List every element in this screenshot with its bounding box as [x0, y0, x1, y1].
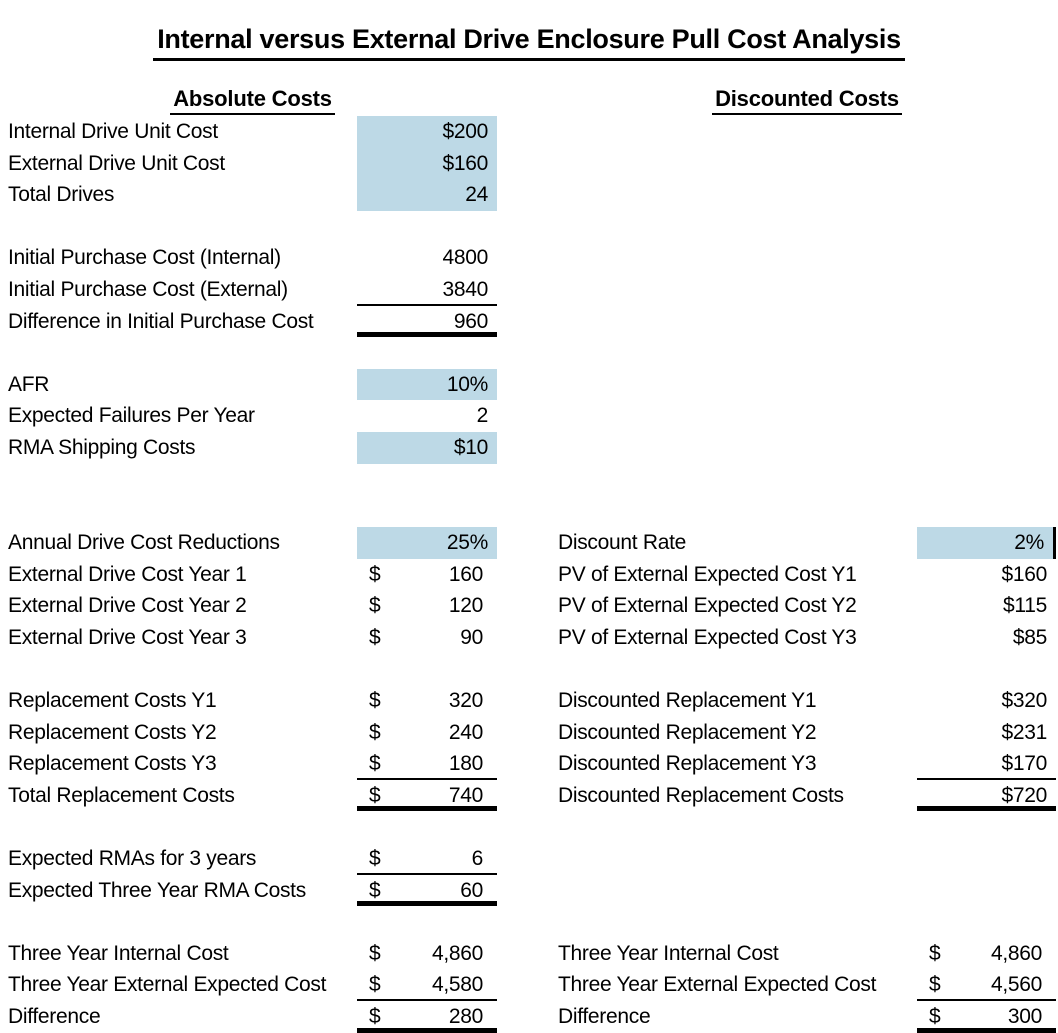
row-label: Three Year Internal Cost: [8, 941, 229, 965]
value-cell: $160: [1001, 562, 1047, 586]
row-label: [558, 432, 917, 464]
row-label: External Drive Cost Year 3: [8, 625, 247, 649]
row-label: [558, 242, 917, 274]
value-cell: [917, 811, 1056, 843]
value-cell: [357, 622, 497, 654]
table-row: [558, 906, 1056, 938]
title-row: [0, 24, 1058, 61]
value-cell: [917, 400, 1056, 432]
table-row: [558, 432, 1056, 464]
table-row: [558, 148, 1056, 180]
row-label: [558, 179, 917, 211]
table-row: [558, 495, 1056, 527]
value-cell: [357, 559, 497, 591]
value-cell: [917, 969, 1056, 1001]
row-label: [558, 400, 917, 432]
discounted-costs-header-row: [558, 86, 1056, 115]
amount: 6: [471, 847, 483, 871]
row-label: Three Year External Expected Cost: [558, 973, 877, 997]
input-cell[interactable]: 2%: [917, 527, 1056, 559]
discounted-costs-table: [558, 116, 1056, 1033]
input-cell[interactable]: $200: [357, 116, 497, 148]
row-label: AFR: [8, 372, 50, 396]
table-row: [8, 622, 497, 654]
input-cell[interactable]: 10%: [357, 369, 497, 401]
table-row: [8, 369, 497, 401]
currency-symbol: $: [369, 1005, 381, 1029]
table-row: [558, 875, 1056, 907]
table-row: [8, 337, 497, 369]
value-cell: $85: [1012, 625, 1047, 649]
input-cell[interactable]: $10: [357, 432, 497, 464]
table-row: [558, 527, 1056, 559]
row-label: [558, 653, 917, 685]
table-row: [8, 527, 497, 559]
table-row: [8, 748, 497, 780]
table-row: [8, 211, 497, 243]
currency-symbol: $: [369, 941, 381, 965]
currency-symbol: $: [369, 594, 381, 618]
value-cell: [357, 337, 497, 369]
row-label: [8, 653, 357, 685]
value-cell: [917, 306, 1056, 338]
amount: 160: [448, 562, 483, 586]
row-label: Discounted Replacement Costs: [558, 783, 844, 807]
row-label: [558, 369, 917, 401]
currency-symbol: $: [369, 973, 381, 997]
row-label: Expected Failures Per Year: [8, 404, 255, 428]
value-cell: [917, 843, 1056, 875]
row-label: [8, 811, 357, 843]
value-cell: [357, 685, 497, 717]
table-row: [558, 938, 1056, 970]
value-cell: [357, 653, 497, 685]
table-row: [8, 717, 497, 749]
value-cell: [917, 148, 1056, 180]
row-label: PV of External Expected Cost Y2: [558, 594, 857, 618]
table-row: [558, 179, 1056, 211]
currency-symbol: $: [369, 878, 381, 902]
amount: 280: [448, 1005, 483, 1029]
table-row: [558, 337, 1056, 369]
table-row: [8, 274, 497, 306]
row-label: [558, 211, 917, 243]
value-cell: [917, 242, 1056, 274]
table-row: [558, 369, 1056, 401]
value-cell: [357, 969, 497, 1001]
table-row: [8, 590, 497, 622]
value-cell: [357, 811, 497, 843]
absolute-costs-header: Absolute Costs: [170, 86, 335, 115]
row-label: Replacement Costs Y1: [8, 688, 217, 712]
value-cell: [357, 495, 497, 527]
amount: 320: [448, 688, 483, 712]
value-cell: $170: [917, 748, 1056, 780]
value-cell: [917, 432, 1056, 464]
value-cell: [917, 906, 1056, 938]
table-row: [8, 495, 497, 527]
row-label: Discounted Replacement Y1: [558, 688, 817, 712]
table-row: [8, 843, 497, 875]
currency-symbol: $: [369, 783, 381, 807]
row-label: [558, 875, 917, 907]
currency-symbol: $: [929, 1005, 941, 1029]
row-label: Discounted Replacement Y2: [558, 720, 817, 744]
currency-symbol: $: [369, 847, 381, 871]
value-cell: [917, 653, 1056, 685]
table-row: [558, 116, 1056, 148]
row-label: [558, 274, 917, 306]
currency-symbol: $: [929, 941, 941, 965]
row-label: Total Drives: [8, 183, 115, 207]
table-row: [558, 717, 1056, 749]
discounted-costs-header: Discounted Costs: [712, 86, 902, 115]
row-label: Initial Purchase Cost (External): [8, 278, 288, 302]
value-cell: [917, 495, 1056, 527]
table-row: [8, 464, 497, 496]
row-label: External Drive Cost Year 1: [8, 562, 247, 586]
absolute-costs-table: [8, 116, 497, 1033]
table-row: [8, 242, 497, 274]
table-row: [558, 1001, 1056, 1033]
value-cell: [357, 590, 497, 622]
row-label: [558, 843, 917, 875]
row-label: Annual Drive Cost Reductions: [8, 530, 280, 554]
row-label: PV of External Expected Cost Y3: [558, 625, 857, 649]
value-cell: [357, 843, 497, 875]
value-cell: [917, 337, 1056, 369]
amount: 4,580: [431, 973, 483, 997]
row-label: [558, 337, 917, 369]
currency-symbol: $: [369, 562, 381, 586]
table-row: [8, 559, 497, 591]
row-label: Three Year Internal Cost: [558, 941, 779, 965]
value-cell: 960: [357, 306, 497, 338]
row-label: [8, 211, 357, 243]
currency-symbol: $: [369, 688, 381, 712]
value-cell: [357, 748, 497, 780]
value-cell: [357, 464, 497, 496]
row-label: Internal Drive Unit Cost: [8, 120, 218, 143]
row-label: Discount Rate: [558, 530, 686, 554]
row-label: Replacement Costs Y2: [8, 720, 217, 744]
row-label: RMA Shipping Costs: [8, 436, 196, 460]
table-row: [8, 1001, 497, 1033]
table-row: [8, 906, 497, 938]
value-cell: [357, 875, 497, 907]
row-label: Discounted Replacement Y3: [558, 752, 817, 776]
value-cell: [357, 1001, 497, 1033]
table-row: [8, 969, 497, 1001]
amount: 90: [460, 625, 483, 649]
row-label: External Drive Cost Year 2: [8, 594, 247, 618]
absolute-costs-header-row: [8, 86, 497, 115]
value-cell: [357, 717, 497, 749]
row-label: Difference: [8, 1005, 101, 1029]
value-cell: [917, 1001, 1056, 1033]
row-label: [558, 116, 917, 148]
amount: 4,860: [990, 941, 1042, 965]
value-cell: 2: [476, 404, 488, 428]
amount: 4,560: [990, 973, 1042, 997]
table-row: [558, 211, 1056, 243]
row-label: Difference in Initial Purchase Cost: [8, 309, 314, 333]
currency-symbol: $: [369, 625, 381, 649]
row-label: [8, 337, 357, 369]
value-cell: $115: [1003, 594, 1047, 618]
table-row: [8, 400, 497, 432]
table-row: [558, 464, 1056, 496]
table-row: [558, 622, 1056, 654]
row-label: Three Year External Expected Cost: [8, 973, 327, 997]
table-row: [8, 653, 497, 685]
value-cell: [917, 211, 1056, 243]
table-row: [8, 116, 497, 148]
table-row: [8, 432, 497, 464]
row-label: Expected RMAs for 3 years: [8, 847, 257, 871]
table-row: [8, 811, 497, 843]
currency-symbol: $: [929, 973, 941, 997]
value-cell: [917, 274, 1056, 306]
value-cell: [357, 780, 497, 812]
table-row: [558, 843, 1056, 875]
amount: 120: [448, 594, 483, 618]
row-label: External Drive Unit Cost: [8, 151, 225, 175]
row-label: [558, 906, 917, 938]
value-cell: [357, 211, 497, 243]
table-row: [558, 685, 1056, 717]
amount: 740: [448, 783, 483, 807]
table-row: [558, 242, 1056, 274]
table-row: [8, 685, 497, 717]
row-label: Total Replacement Costs: [8, 783, 235, 807]
row-label: [8, 464, 357, 496]
table-row: [8, 938, 497, 970]
value-cell: [917, 875, 1056, 907]
value-cell: [357, 906, 497, 938]
amount: 300: [1007, 1005, 1042, 1029]
value-cell: [917, 938, 1056, 970]
table-row: [8, 148, 497, 180]
table-row: [558, 780, 1056, 812]
table-row: [558, 559, 1056, 591]
row-label: [8, 906, 357, 938]
currency-symbol: $: [369, 720, 381, 744]
row-label: [8, 495, 357, 527]
amount: 4,860: [431, 941, 483, 965]
row-label: Initial Purchase Cost (Internal): [8, 246, 281, 270]
input-cell[interactable]: 24: [357, 179, 497, 211]
table-row: [8, 306, 497, 338]
table-row: [558, 590, 1056, 622]
table-row: [558, 969, 1056, 1001]
currency-symbol: $: [369, 752, 381, 776]
value-cell: [357, 938, 497, 970]
page-title: Internal versus External Drive Enclosure Pull Cost Analysis: [153, 24, 905, 61]
table-row: [558, 400, 1056, 432]
table-row: [8, 179, 497, 211]
table-row: [558, 811, 1056, 843]
row-label: [558, 811, 917, 843]
value-cell: $320: [1001, 688, 1047, 712]
row-label: [558, 148, 917, 180]
value-cell: [917, 116, 1056, 148]
input-cell[interactable]: $160: [357, 148, 497, 180]
value-cell: 3840: [357, 274, 497, 306]
value-cell: $720: [917, 780, 1056, 812]
input-cell[interactable]: 25%: [357, 527, 497, 559]
row-label: [558, 306, 917, 338]
table-row: [8, 780, 497, 812]
value-cell: $231: [1001, 720, 1047, 744]
row-label: Expected Three Year RMA Costs: [8, 878, 306, 902]
value-cell: 4800: [442, 246, 488, 270]
amount: 180: [448, 752, 483, 776]
amount: 240: [448, 720, 483, 744]
value-cell: [917, 464, 1056, 496]
table-row: [558, 274, 1056, 306]
table-row: [558, 653, 1056, 685]
amount: 60: [460, 878, 483, 902]
row-label: Difference: [558, 1005, 651, 1029]
table-row: [8, 875, 497, 907]
row-label: [558, 464, 917, 496]
value-cell: [917, 179, 1056, 211]
row-label: Replacement Costs Y3: [8, 752, 217, 776]
row-label: [558, 495, 917, 527]
value-cell: [917, 369, 1056, 401]
table-row: [558, 748, 1056, 780]
row-label: PV of External Expected Cost Y1: [558, 562, 857, 586]
table-row: [558, 306, 1056, 338]
